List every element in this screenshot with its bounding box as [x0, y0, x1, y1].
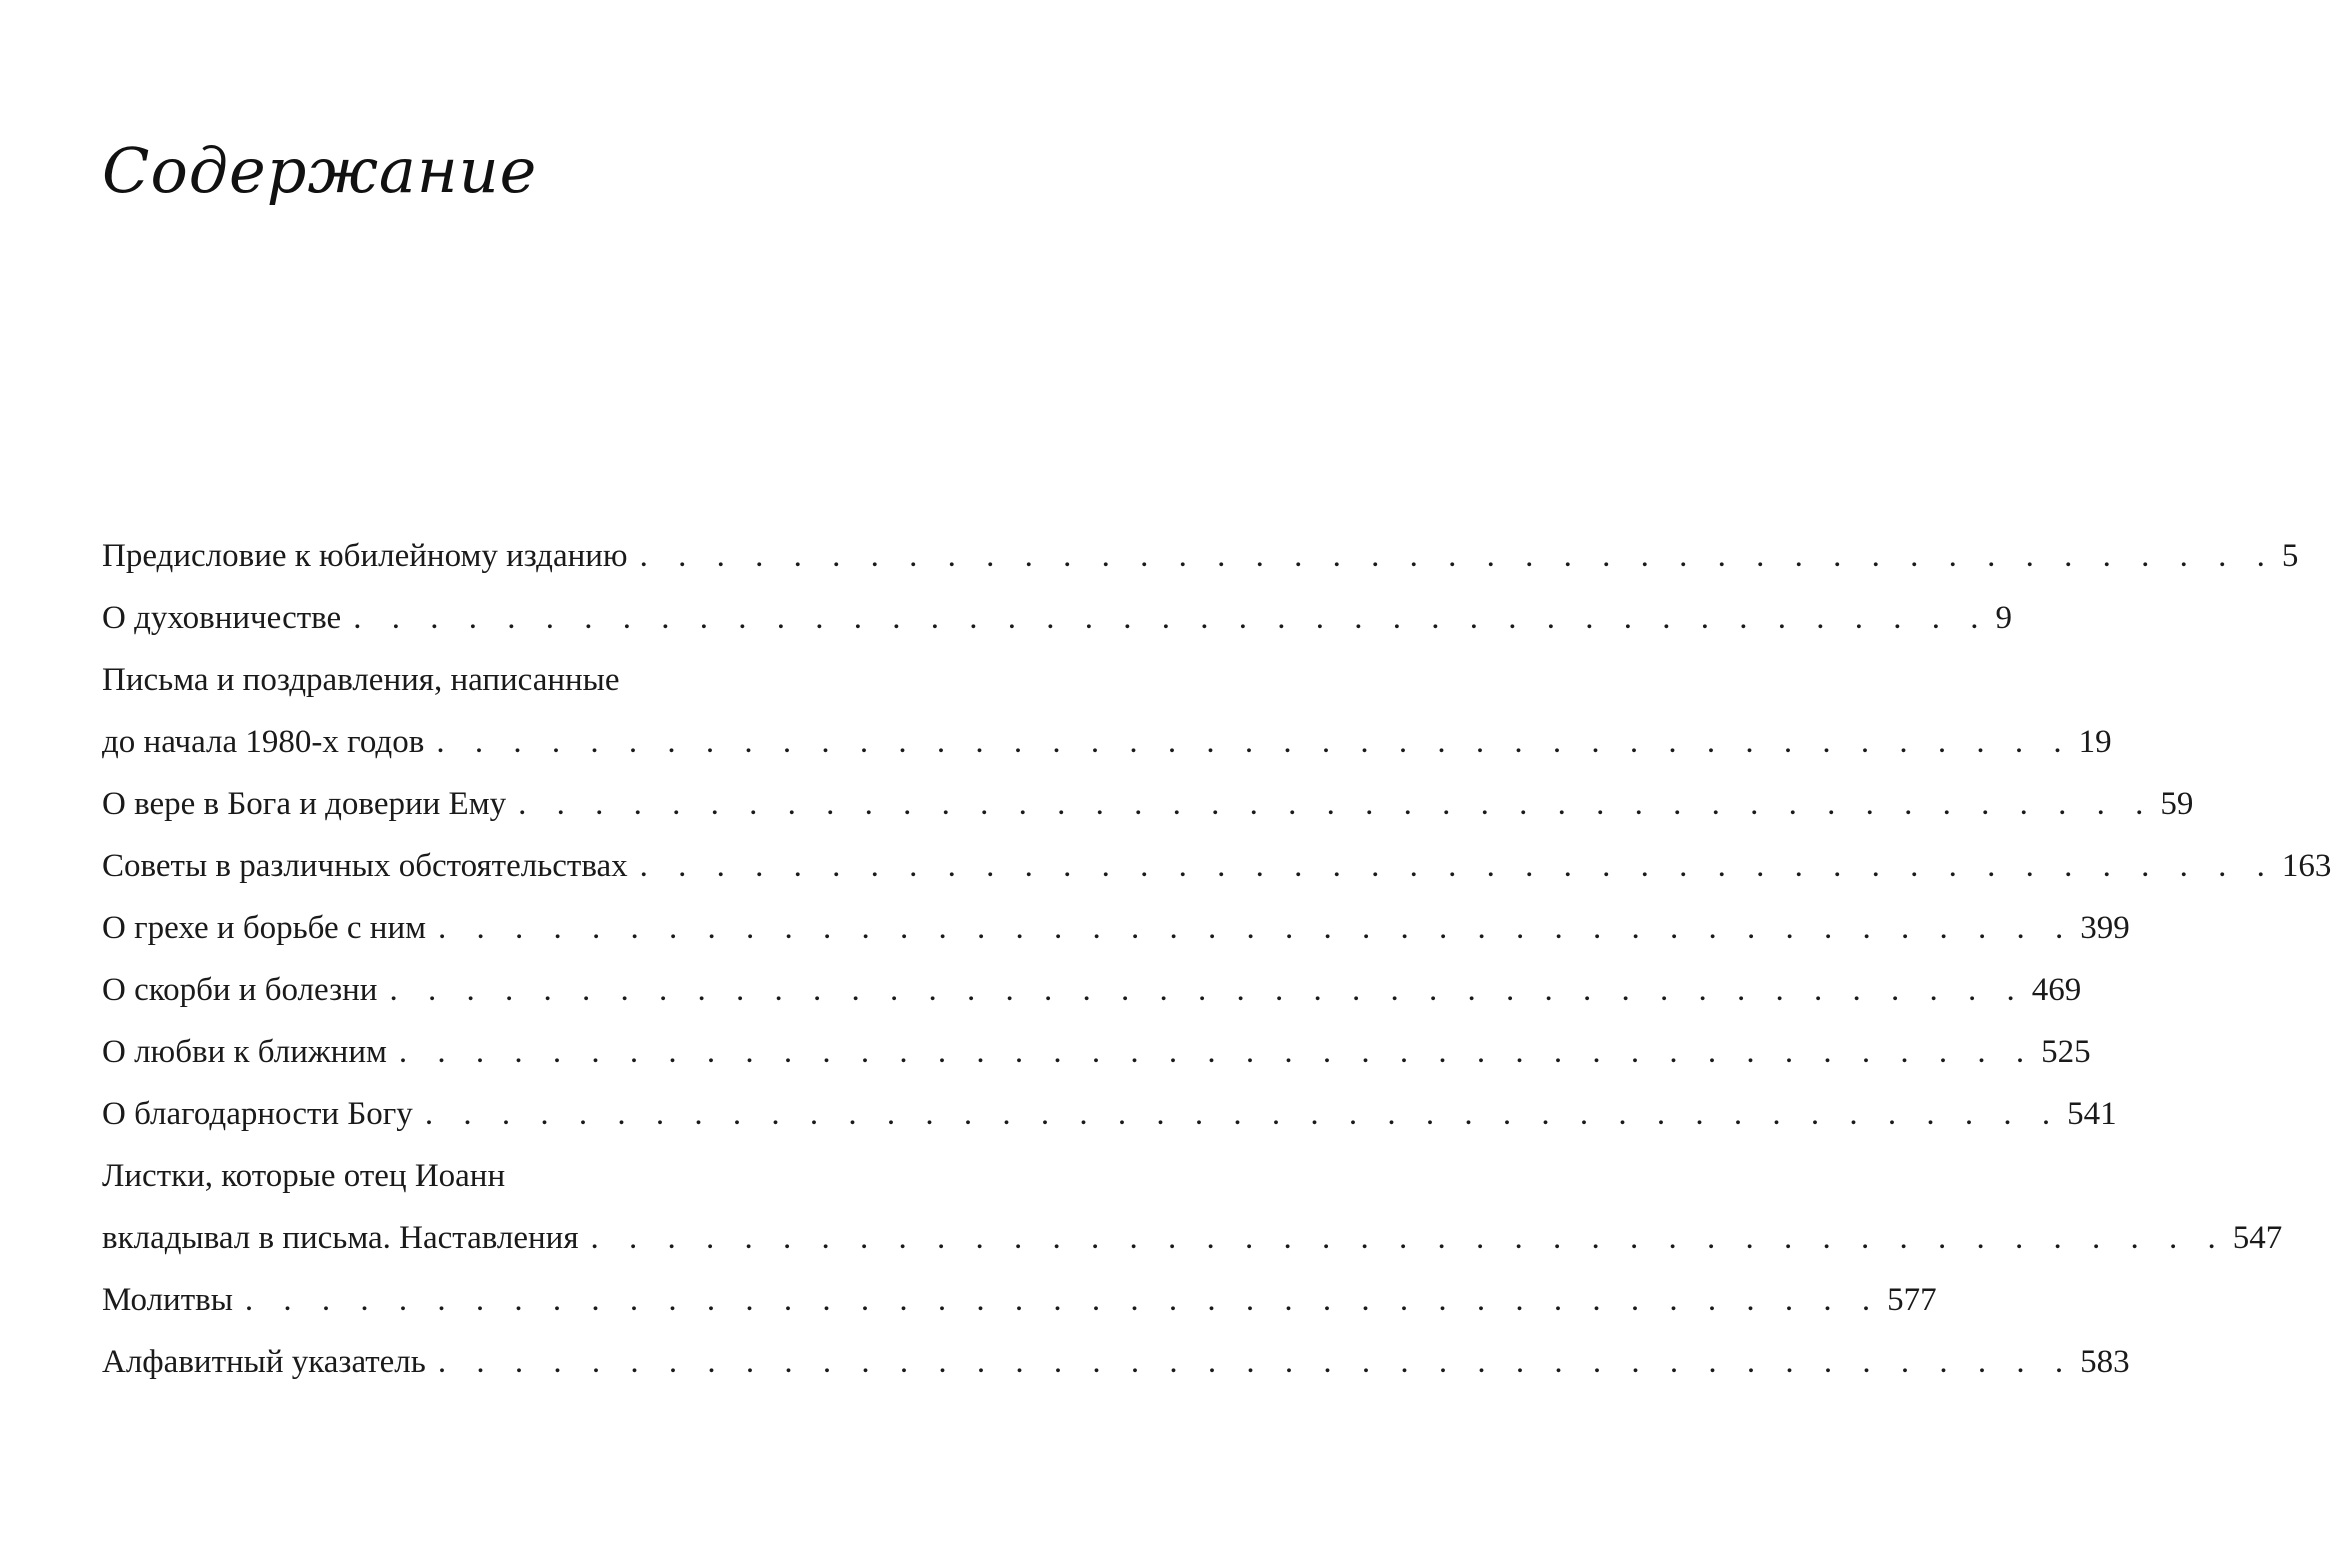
toc-entry-title: О духовничестве: [102, 600, 353, 637]
toc-entry[interactable]: [102, 1207, 2283, 1269]
toc-entry-title: Листки, которые отец Иоанн: [102, 1158, 517, 1195]
toc-entry-title: вкладывал в письма. Наставления: [102, 1220, 591, 1257]
toc-entry[interactable]: [102, 1021, 2091, 1083]
toc-entry-page: 9: [1989, 600, 2012, 637]
toc-entry-title: О грехе и борьбе с ним: [102, 910, 438, 947]
toc-entry-title: О скорби и болезни: [102, 972, 389, 1009]
toc-entry-page: 577: [1881, 1282, 1937, 1319]
toc-entry[interactable]: [102, 1331, 2130, 1393]
toc-entry[interactable]: [102, 959, 2082, 1021]
dot-leader: . . . . . . . . . . . . . . . . . . . . . . . . . . . . . . . . . . . . . . . . . . .: [436, 723, 2073, 760]
page-title: Содержание: [102, 134, 538, 207]
dot-leader: . . . . . . . . . . . . . . . . . . . . . . . . . . . . . . . . . . . . . . . . . . .: [639, 537, 2276, 574]
toc-entry[interactable]: [102, 525, 2299, 587]
toc-entry-title: Предисловие к юбилейному изданию: [102, 538, 640, 575]
toc-entry-page: 541: [2061, 1096, 2117, 1133]
toc-entry-continued[interactable]: [102, 649, 830, 711]
dot-leader: . . . . . . . . . . . . . . . . . . . . . . . . . . . . . . . . . . . . . . . . . . .: [437, 1343, 2075, 1380]
toc-entry-title: Молитвы: [102, 1282, 245, 1319]
toc-entry-page: 547: [2227, 1220, 2283, 1257]
toc-entry-page: 59: [2154, 786, 2193, 823]
toc-entry-page: 19: [2073, 724, 2112, 761]
toc-entry[interactable]: [102, 773, 2194, 835]
dot-leader: . . . . . . . . . . . . . . . . . . . . . . . . . . . . . . . . . . . . . . . . . . .: [424, 1095, 2062, 1132]
toc-entry[interactable]: [102, 587, 2012, 649]
toc-entry-continued[interactable]: [102, 1145, 830, 1207]
toc-entry-title: О благодарности Богу: [102, 1096, 425, 1133]
dot-leader: . . . . . . . . . . . . . . . . . . . . . . . . . . . . . . . . . . . . . . . . . . .: [639, 847, 2276, 884]
toc-entry-title: О вере в Бога и доверии Ему: [102, 786, 518, 823]
dot-leader: . . . . . . . . . . . . . . . . . . . . . . . . . . . . . . . . . . . . . . . . . . .: [518, 785, 2155, 822]
toc-entry-title: Советы в различных обстоятельствах: [102, 848, 640, 885]
toc-entry-title: до начала 1980-х годов: [102, 724, 436, 761]
dot-leader: . . . . . . . . . . . . . . . . . . . . . . . . . . . . . . . . . . . . . . . . . . .: [590, 1219, 2227, 1256]
toc-entry-page: 399: [2074, 910, 2130, 947]
toc-entry-page: 525: [2035, 1034, 2091, 1071]
toc-entry[interactable]: [102, 835, 2331, 897]
toc-entry-page: 5: [2276, 538, 2299, 575]
dot-leader: . . . . . . . . . . . . . . . . . . . . . . . . . . . . . . . . . . . . . . . . . . .: [398, 1033, 2036, 1070]
toc-entry[interactable]: [102, 1083, 2117, 1145]
dot-leader: . . . . . . . . . . . . . . . . . . . . . . . . . . . . . . . . . . . . . . . . . . .: [438, 909, 2075, 946]
table-of-contents: [102, 525, 2331, 1393]
dot-leader: . . . . . . . . . . . . . . . . . . . . . . . . . . . . . . . . . . . . . . . . . . .: [353, 599, 1990, 636]
toc-entry-page: 163: [2276, 848, 2331, 885]
dot-leader: . . . . . . . . . . . . . . . . . . . . . . . . . . . . . . . . . . . . . . . . . . .: [244, 1281, 1882, 1318]
toc-entry-title: Письма и поздравления, написанные: [102, 662, 631, 699]
toc-entry-title: О любви к ближним: [102, 1034, 399, 1071]
toc-entry-page: 583: [2074, 1344, 2130, 1381]
dot-leader: . . . . . . . . . . . . . . . . . . . . . . . . . . . . . . . . . . . . . . . . . . .: [389, 971, 2026, 1008]
toc-entry-page: 469: [2026, 972, 2082, 1009]
toc-entry[interactable]: [102, 1269, 1937, 1331]
toc-entry[interactable]: [102, 897, 2130, 959]
toc-entry-title: Алфавитный указатель: [102, 1344, 438, 1381]
toc-entry[interactable]: [102, 711, 2112, 773]
